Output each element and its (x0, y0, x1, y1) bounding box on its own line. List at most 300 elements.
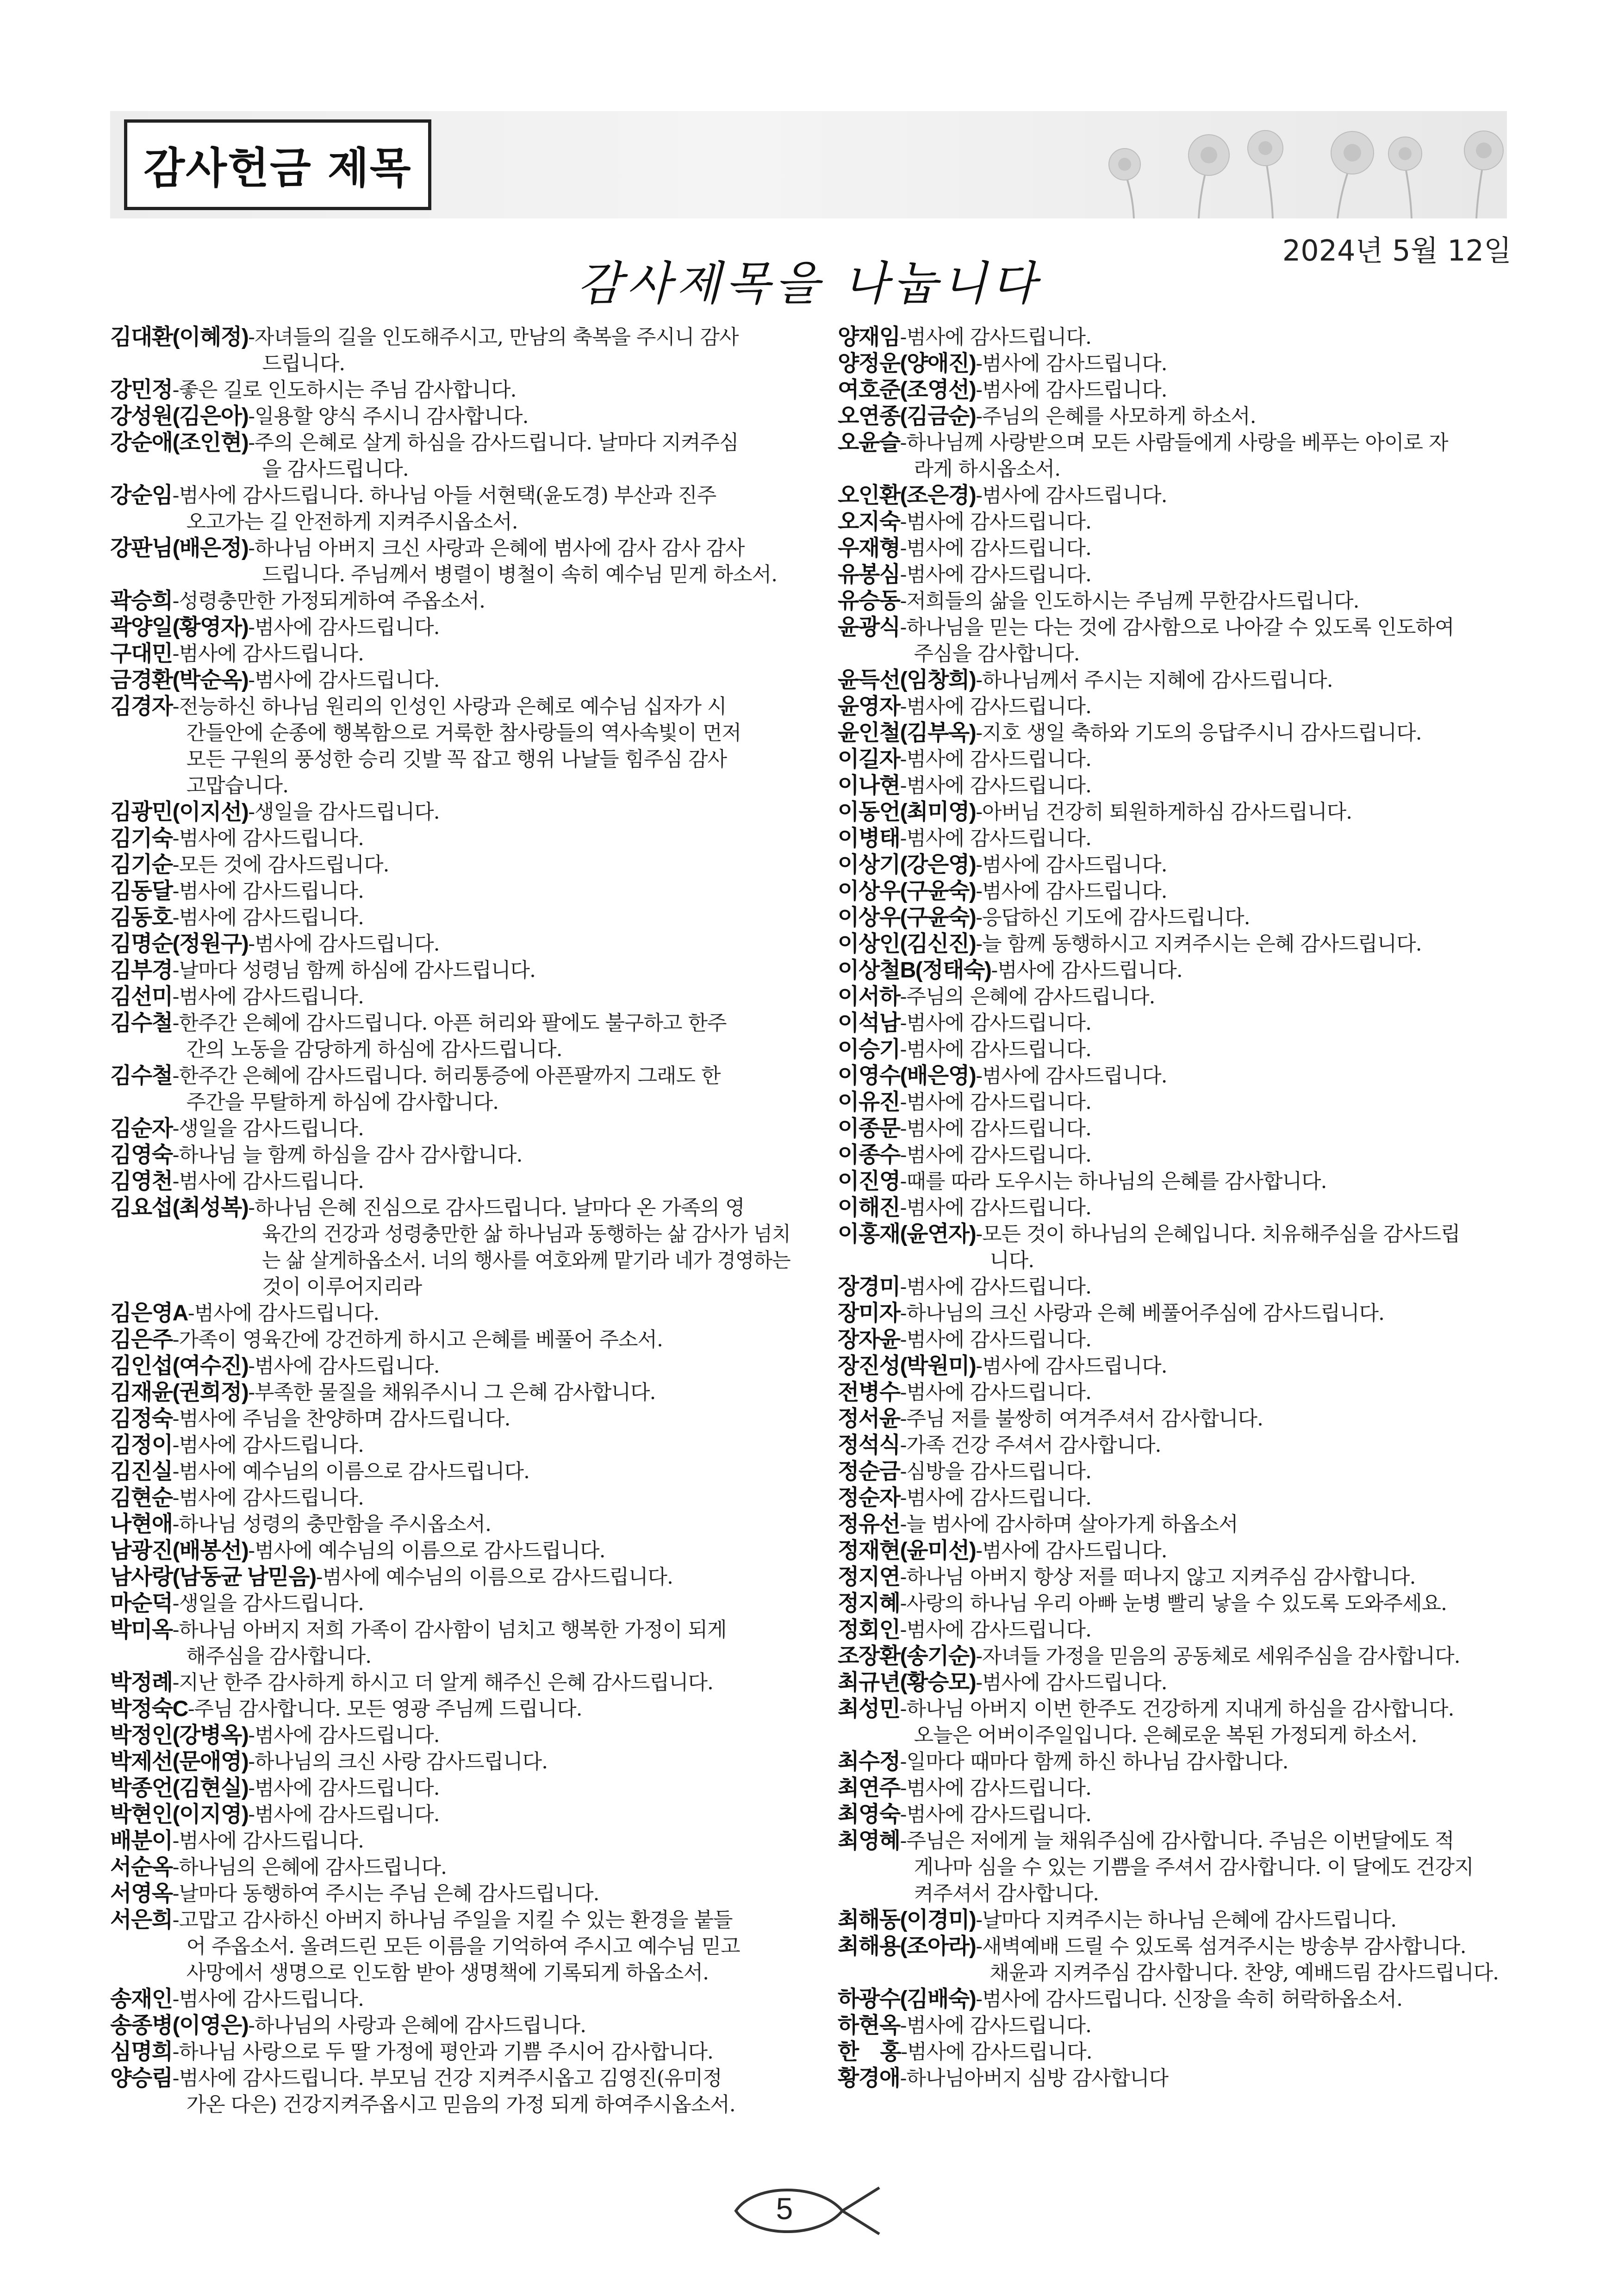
thanks-entry (110, 1801, 790, 1828)
donor-name: 유봉심 (838, 562, 900, 587)
donor-name: 김선미 (110, 984, 173, 1009)
thanks-entry (838, 667, 1513, 693)
thanks-entry (110, 878, 790, 904)
thanks-message: -지호 생일 축하와 기도의 응답주시니 감사드립니다. (976, 721, 1422, 745)
thanks-entry (838, 825, 1513, 852)
thanks-entry (110, 1696, 790, 1722)
donor-name: 정순금 (838, 1459, 900, 1484)
thanks-entry (838, 1221, 1513, 1247)
donor-name: 김대환(이혜정) (110, 325, 249, 349)
thanks-message: -날마다 성령님 함께 하심에 감사드립니다. (172, 958, 535, 982)
thanks-message: 간의 노동을 감당하게 하심에 감사드립니다. (186, 1038, 562, 1061)
thanks-message: 드립니다. (262, 352, 345, 375)
thanks-entry-continuation (838, 1854, 1513, 1880)
thanks-entry (110, 482, 790, 509)
thanks-entry (838, 1590, 1513, 1617)
thanks-entry (838, 588, 1513, 614)
donor-name: 김인섭(여수진) (110, 1354, 249, 1378)
thanks-entry (838, 535, 1513, 561)
thanks-message: -범사에 감사드립니다. (248, 1803, 440, 1826)
thanks-entry (838, 1142, 1513, 1168)
thanks-entry (838, 2065, 1513, 2091)
donor-name: 이상기(강은영) (838, 852, 976, 877)
thanks-entry (838, 1907, 1513, 1933)
thanks-message: -주님은 저에게 늘 채워주심에 감사합니다. 주님은 이번달에도 적 (900, 1829, 1454, 1853)
thanks-entry (838, 1748, 1513, 1775)
donor-name: 김명순(정원구) (110, 932, 249, 956)
thanks-entry (838, 2012, 1513, 2039)
donor-name: 구대민 (110, 641, 173, 666)
thanks-message: -범사에 감사드립니다. (900, 510, 1091, 534)
thanks-message: 게나마 심을 수 있는 기쁨을 주셔서 감사합니다. 이 달에도 건강지 (914, 1855, 1474, 1879)
thanks-message: -지난 한주 감사하게 하시고 더 알게 해주신 은혜 감사드립니다. (172, 1671, 713, 1694)
thanks-message: -하나님의 은혜에 감사드립니다. (172, 1855, 447, 1879)
thanks-message: -범사에 감사드립니다. (900, 563, 1091, 586)
donor-name: 양재임 (838, 325, 900, 349)
donor-name: 김진실 (110, 1459, 173, 1484)
thanks-entry (110, 983, 790, 1010)
thanks-message: -주님의 은혜에 감사드립니다. (900, 985, 1155, 1008)
thanks-message: -늘 함께 동행하시고 지켜주시는 은혜 감사드립니다. (976, 932, 1422, 956)
thanks-entry-continuation (110, 1960, 790, 1986)
thanks-message: -범사에 감사드립니다. (248, 668, 440, 692)
thanks-entry-continuation (838, 1247, 1513, 1274)
thanks-message: -범사에 감사드립니다. (900, 827, 1091, 850)
donor-name: 서영옥 (110, 1881, 173, 1906)
thanks-message: -심방을 감사드립니다. (900, 1460, 1091, 1483)
donor-name: 윤득선(임창희) (838, 668, 976, 692)
thanks-message: -범사에 감사드립니다. (976, 1671, 1167, 1694)
thanks-message: -때를 따라 도우시는 하나님의 은혜를 감사합니다. (900, 1170, 1327, 1193)
thanks-message: -일마다 때마다 함께 하신 하나님 감사합니다. (900, 1750, 1288, 1773)
thanks-entry (838, 1458, 1513, 1485)
thanks-entry (838, 904, 1513, 931)
thanks-entry (838, 852, 1513, 878)
thanks-entry-continuation (838, 1880, 1513, 1907)
thanks-message: -범사에 감사드립니다. (248, 1776, 440, 1800)
thanks-entry (110, 429, 790, 456)
thanks-entry (838, 1511, 1513, 1537)
thanks-entry (110, 324, 790, 350)
thanks-entry (838, 1801, 1513, 1828)
thanks-message: -범사에 감사드립니다. (172, 1170, 364, 1193)
thanks-entry (110, 825, 790, 852)
thanks-entry (110, 1432, 790, 1458)
thanks-entry (838, 1010, 1513, 1036)
thanks-message: 해주심을 감사합니다. (186, 1644, 372, 1668)
donor-name: 김영숙 (110, 1143, 173, 1167)
thanks-entry (110, 1564, 790, 1590)
thanks-entry (838, 1036, 1513, 1063)
thanks-entry (838, 878, 1513, 904)
donor-name: 김기숙 (110, 826, 173, 851)
thanks-entry (110, 403, 790, 429)
thanks-message: -생일을 감사드립니다. (172, 1592, 364, 1615)
thanks-message: -범사에 감사드립니다. (900, 1275, 1091, 1299)
thanks-entry-continuation (838, 641, 1513, 667)
donor-name: 김광민(이지선) (110, 800, 249, 824)
donor-name: 김영천 (110, 1169, 173, 1194)
left-column (110, 324, 790, 2118)
thanks-entry (110, 1458, 790, 1485)
thanks-message: -날마다 지켜주시는 하나님 은혜에 감사드립니다. (976, 1908, 1397, 1932)
thanks-entry (110, 1617, 790, 1643)
thanks-entry (838, 746, 1513, 772)
donor-name: 장미자 (838, 1301, 900, 1325)
thanks-message: -범사에 감사드립니다. (172, 1987, 364, 2011)
donor-name: 장자윤 (838, 1327, 900, 1352)
thanks-entry (110, 1063, 790, 1089)
donor-name: 윤영자 (838, 694, 900, 719)
donor-name: 김기순 (110, 852, 173, 877)
thanks-message: -좋은 길로 인도하시는 주님 감사합니다. (172, 378, 517, 402)
thanks-entry-continuation (110, 1089, 790, 1115)
thanks-entry (838, 983, 1513, 1010)
thanks-message: -범사에 감사드립니다. (976, 378, 1167, 402)
thanks-entry (838, 1326, 1513, 1353)
thanks-entry (838, 1432, 1513, 1458)
thanks-entry-continuation (110, 1036, 790, 1063)
thanks-entry (110, 852, 790, 878)
thanks-entry (838, 1933, 1513, 1960)
thanks-message: -범사에 감사드립니다. (900, 1803, 1091, 1826)
thanks-entry (110, 377, 790, 403)
thanks-message: -하나님께 사랑받으며 모든 사람들에게 사랑을 베푸는 아이로 자 (900, 431, 1448, 454)
thanks-message: -범사에 예수님의 이름으로 감사드립니다. (172, 1460, 529, 1483)
donor-name: 이진영 (838, 1169, 900, 1194)
donor-name: 김은주 (110, 1327, 173, 1352)
donor-name: 이종문 (838, 1116, 900, 1141)
thanks-entry (110, 1115, 790, 1142)
thanks-entry (838, 324, 1513, 350)
thanks-message: -주님의 은혜를 사모하게 하소서. (976, 404, 1256, 428)
thanks-entry (110, 2065, 790, 2091)
thanks-message: -사랑의 하나님 우리 아빠 눈병 빨리 낳을 수 있도록 도와주세요. (900, 1592, 1447, 1615)
thanks-entry (838, 1643, 1513, 1669)
thanks-message: -범사에 감사드립니다. (976, 1539, 1167, 1562)
thanks-message: -모든 것이 하나님의 은혜입니다. 치유해주심을 감사드립 (976, 1222, 1460, 1246)
donor-name: 황경애 (838, 2066, 900, 2091)
donor-name: 이종수 (838, 1143, 900, 1167)
section-subtitle: 감사제목을 나눕니다 (577, 256, 1041, 311)
donor-name: 금경환(박순옥) (110, 668, 249, 692)
thanks-entry-continuation (110, 720, 790, 746)
thanks-message: -범사에 감사드립니다. (900, 1381, 1091, 1404)
thanks-message: -범사에 감사드립니다. (900, 536, 1091, 560)
thanks-entry (110, 799, 790, 825)
thanks-entry (838, 1168, 1513, 1195)
thanks-message: -자녀들 가정을 믿음의 공동체로 세워주심을 감사합니다. (976, 1644, 1460, 1668)
thanks-message: 주심을 감사합니다. (914, 642, 1080, 666)
donor-name: 우재형 (838, 536, 900, 560)
thanks-message: -생일을 감사드립니다. (172, 1117, 364, 1140)
donor-name: 최해동(이경미) (838, 1908, 976, 1932)
donor-name: 정재현(윤미선) (838, 1538, 976, 1563)
thanks-message: -범사에 감사드립니다. (900, 325, 1091, 349)
donor-name: 송종병(이영은) (110, 2013, 249, 2038)
donor-name: 박종언(김현실) (110, 1776, 249, 1800)
thanks-entry (110, 1775, 790, 1801)
thanks-message: -하나님 아버지 크신 사랑과 은혜에 범사에 감사 감사 감사 (248, 536, 745, 560)
donor-name: 이길자 (838, 747, 900, 772)
thanks-message: -주님 저를 불쌍히 여겨주셔서 감사합니다. (900, 1407, 1263, 1431)
thanks-entry (110, 1195, 790, 1221)
thanks-message: -범사에 감사드립니다. (976, 1064, 1167, 1088)
thanks-entry-continuation (110, 561, 790, 588)
thanks-entry (838, 1353, 1513, 1379)
donor-name: 정석식 (838, 1433, 900, 1457)
thanks-entry (110, 1300, 790, 1326)
donor-name: 정서윤 (838, 1406, 900, 1431)
thanks-entry (838, 1300, 1513, 1326)
thanks-entry (110, 1880, 790, 1907)
donor-name: 정순자 (838, 1486, 900, 1510)
thanks-entry (838, 509, 1513, 535)
thanks-message: -범사에 감사드립니다. (900, 1117, 1091, 1140)
donor-name: 최연주 (838, 1776, 900, 1800)
thanks-entry (110, 1142, 790, 1168)
thanks-entry (838, 1775, 1513, 1801)
thanks-entry (838, 1115, 1513, 1142)
donor-name: 최영혜 (838, 1829, 900, 1853)
thanks-message: -범사에 감사드립니다. (900, 1011, 1091, 1035)
thanks-entry (838, 1485, 1513, 1511)
thanks-entry (838, 1379, 1513, 1406)
thanks-entry (110, 2012, 790, 2039)
thanks-entry (838, 403, 1513, 429)
page-title-box (124, 119, 431, 210)
thanks-entry (110, 1511, 790, 1537)
donor-name: 장경미 (838, 1275, 900, 1299)
donor-name: 김정숙 (110, 1406, 173, 1431)
thanks-entry (838, 614, 1513, 641)
thanks-message: -범사에 주님을 찬양하며 감사드립니다. (172, 1407, 510, 1431)
thanks-entry (838, 1828, 1513, 1854)
thanks-entry (110, 1722, 790, 1748)
thanks-message: 켜주셔서 감사합니다. (914, 1882, 1099, 1905)
thanks-entry (838, 482, 1513, 509)
thanks-message: -범사에 감사드립니다. (172, 1486, 364, 1510)
donor-name: 김재윤(권희정) (110, 1380, 249, 1405)
donor-name: 이승기 (838, 1037, 900, 1062)
page-number-badge (727, 2181, 893, 2241)
donor-name: 강순애(조인현) (110, 430, 249, 455)
donor-name: 나현애 (110, 1512, 173, 1537)
thanks-message: -범사에 감사드립니다. (991, 958, 1182, 982)
thanks-entry (838, 799, 1513, 825)
donor-name: 최해용(조아라) (838, 1934, 976, 1959)
donor-name: 장진성(박원미) (838, 1354, 976, 1378)
thanks-message: -범사에 감사드립니다. (900, 695, 1091, 718)
donor-name: 김동호 (110, 905, 173, 930)
donor-name: 최수정 (838, 1749, 900, 1774)
thanks-message: -범사에 감사드립니다. (976, 352, 1167, 375)
thanks-message: -범사에 감사드립니다. 신장을 속히 허락하옵소서. (976, 1987, 1403, 2011)
thanks-message: -범사에 감사드립니다. (248, 616, 440, 639)
thanks-entry-continuation (838, 456, 1513, 482)
thanks-message: -범사에 감사드립니다. (172, 1829, 364, 1853)
thanks-entry (838, 1986, 1513, 2012)
thanks-message: -가족 건강 주셔서 감사합니다. (900, 1433, 1161, 1457)
thanks-message: -일용할 양식 주시니 감사합니다. (248, 404, 529, 428)
thanks-message: -하나님 성령의 충만함을 주시옵소서. (172, 1512, 491, 1536)
thanks-entry (838, 350, 1513, 377)
thanks-message: -하나님의 크신 사랑 감사드립니다. (248, 1750, 548, 1773)
thanks-message: -범사에 감사드립니다. (900, 1776, 1091, 1800)
thanks-entry-continuation (110, 1933, 790, 1960)
thanks-entry (838, 693, 1513, 720)
thanks-message: -늘 범사에 감사하며 살아가게 하옵소서 (900, 1512, 1238, 1536)
thanks-entry (110, 1748, 790, 1775)
thanks-entry (110, 693, 790, 720)
donor-name: 하광수(김배숙) (838, 1987, 976, 2011)
thanks-entry-continuation (110, 1247, 790, 1274)
thanks-message: -하나님 아버지 항상 저를 떠나지 않고 지켜주심 감사합니다. (900, 1565, 1416, 1589)
donor-name: 오윤슬 (838, 430, 900, 455)
thanks-message: -범사에 감사드립니다. 하나님 아들 서현택(윤도경) 부산과 진주 (172, 484, 716, 507)
thanks-entry (110, 1590, 790, 1617)
thanks-entry (838, 772, 1513, 799)
thanks-message: 니다. (989, 1249, 1034, 1272)
thanks-entry (110, 957, 790, 983)
donor-name: 하현옥 (838, 2013, 900, 2038)
donor-name: 서은희 (110, 1908, 173, 1932)
thanks-entry (110, 1168, 790, 1195)
thanks-entry (838, 720, 1513, 746)
donor-name: 김동달 (110, 879, 173, 903)
thanks-entry (110, 667, 790, 693)
thanks-message: 간들안에 순종에 행복함으로 거룩한 참사랑들의 역사속빛이 먼저 (186, 721, 741, 745)
donor-name: 박정례 (110, 1670, 173, 1695)
donor-name: 윤인철(김부옥) (838, 721, 976, 745)
donor-name: 박현인(이지영) (110, 1802, 249, 1827)
donor-name: 김부경 (110, 958, 173, 983)
donor-name: 김경자 (110, 694, 173, 719)
thanks-message: -범사에 감사드립니다. (172, 642, 364, 666)
thanks-entry (110, 614, 790, 641)
thanks-message: -범사에 감사드립니다. (172, 906, 364, 929)
donor-name: 김은영A (110, 1301, 188, 1325)
donor-name: 이상철B(정태숙) (838, 958, 991, 983)
thanks-message: -하나님 아버지 저희 가족이 감사함이 넘치고 행복한 가정이 되게 (172, 1618, 727, 1642)
thanks-message: -범사에 감사드립니다. (976, 853, 1167, 877)
thanks-message: 가온 다은) 건강지켜주옵시고 믿음의 가정 되게 하여주시옵소서. (186, 2093, 735, 2116)
donor-name: 심명희 (110, 2040, 173, 2064)
donor-name: 이상우(구윤숙) (838, 905, 976, 930)
thanks-entry (110, 931, 790, 957)
thanks-message: -범사에 감사드립니다. (900, 1090, 1091, 1114)
donor-name: 이나현 (838, 773, 900, 798)
thanks-entry (110, 1828, 790, 1854)
donor-name: 마순덕 (110, 1591, 173, 1616)
thanks-message: -범사에 감사드립니다. (187, 1301, 380, 1325)
thanks-message: -부족한 물질을 채워주시니 그 은혜 감사합니다. (248, 1381, 656, 1404)
donor-name: 김수철 (110, 1064, 173, 1088)
thanks-message: -범사에 감사드립니다. (976, 879, 1167, 903)
thanks-message: -하나님아버지 심방 감사합니다 (900, 2066, 1168, 2090)
donor-name: 강성원(김은아) (110, 404, 249, 429)
donor-name: 최규년(황승모) (838, 1670, 976, 1695)
thanks-message: -범사에 감사드립니다. (900, 1618, 1091, 1642)
thanks-entry (838, 1617, 1513, 1643)
donor-name: 강민정 (110, 378, 173, 402)
donor-name: 박제선(문애영) (110, 1749, 249, 1774)
thanks-message: -범사에 감사드립니다. (900, 1196, 1091, 1220)
thanks-message: -하나님의 사랑과 은혜에 감사드립니다. (248, 2014, 586, 2037)
donor-name: 유승동 (838, 589, 900, 613)
thanks-message: -범사에 감사드립니다. (976, 484, 1167, 507)
thanks-message: -하나님께서 주시는 지혜에 감사드립니다. (976, 668, 1333, 692)
thanks-message: -범사에 감사드립니다. (900, 1486, 1091, 1510)
thanks-entry-continuation (110, 456, 790, 482)
thanks-message: 오늘은 어버이주일입니다. 은혜로운 복된 가정되게 하소서. (914, 1724, 1417, 1747)
thanks-entry (110, 641, 790, 667)
donor-name: 이홍재(윤연자) (838, 1222, 976, 1246)
donor-name: 이동언(최미영) (838, 800, 976, 824)
thanks-message: -범사에 감사드립니다. (901, 2040, 1092, 2064)
thanks-entry-continuation (110, 1274, 790, 1300)
thanks-message: -하나님 사랑으로 두 딸 가정에 평안과 기쁨 주시어 감사합니다. (172, 2040, 713, 2064)
thanks-entry (110, 535, 790, 561)
thanks-message: -범사에 감사드립니다. (900, 2014, 1091, 2037)
thanks-entry-continuation (110, 772, 790, 799)
thanks-message: -범사에 예수님의 이름으로 감사드립니다. (316, 1565, 673, 1589)
thanks-message: -생일을 감사드립니다. (248, 800, 440, 824)
thanks-entry (838, 377, 1513, 403)
thanks-message: -주의 은혜로 살게 하심을 감사드립니다. 날마다 지켜주심 (248, 431, 739, 454)
thanks-message: 는 삶 살게하옵소서. 너의 행사를 여호와께 맡기라 네가 경영하는 (262, 1249, 790, 1272)
donor-name: 오인환(조은경) (838, 483, 976, 508)
donor-name: 배분이 (110, 1829, 173, 1853)
thanks-message: 사망에서 생명으로 인도함 받아 생명책에 기록되게 하옵소서. (186, 1961, 709, 1985)
donor-name: 전병수 (838, 1380, 900, 1405)
donor-name: 김순자 (110, 1116, 173, 1141)
donor-name: 강판님(배은정) (110, 536, 249, 560)
donor-name: 정유선 (838, 1512, 900, 1537)
thanks-entry-continuation (838, 1960, 1513, 1986)
thanks-message: -범사에 감사드립니다. (976, 1354, 1167, 1378)
thanks-message: -범사에 감사드립니다. (248, 932, 440, 956)
thanks-message: -범사에 감사드립니다. (172, 827, 364, 850)
donor-name: 정지혜 (838, 1591, 900, 1616)
thanks-message: -한주간 은혜에 감사드립니다. 허리통증에 아픈팔까지 그래도 한 (172, 1064, 721, 1088)
thanks-entry (110, 1485, 790, 1511)
thanks-message: -범사에 감사드립니다. (900, 1038, 1091, 1061)
donor-name: 정지연 (838, 1565, 900, 1589)
thanks-message: -전능하신 하나님 원리의 인성인 사랑과 은혜로 예수님 십자가 시 (172, 695, 727, 718)
thanks-message: -응답하신 기도에 감사드립니다. (976, 906, 1250, 929)
thanks-message: -범사에 감사드립니다. (172, 879, 364, 903)
thanks-message: 을 감사드립니다. (262, 457, 409, 481)
thanks-message: -하나님을 믿는 다는 것에 감사함으로 나아갈 수 있도록 인도하여 (900, 616, 1454, 639)
thanks-message: 채윤과 지켜주심 감사합니다. 찬양, 예배드림 감사드립니다. (989, 1961, 1499, 1985)
thanks-message: -주님 감사합니다. 모든 영광 주님께 드립니다. (187, 1697, 582, 1721)
thanks-entry (838, 1063, 1513, 1089)
donor-name: 곽승희 (110, 589, 173, 613)
thanks-message: 드립니다. 주님께서 병렬이 병철이 속히 예수님 믿게 하소서. (262, 563, 778, 586)
thanks-entry (110, 1379, 790, 1406)
thanks-entry-continuation (110, 746, 790, 772)
thanks-message: 것이 이루어지리라 (262, 1275, 422, 1299)
donor-name: 한 홍 (838, 2040, 901, 2064)
thanks-entry (838, 1089, 1513, 1115)
donor-name: 남사랑(남동균 남믿음) (110, 1565, 316, 1589)
thanks-message: -범사에 감사드립니다. (900, 747, 1091, 771)
donor-name: 조장환(송기순) (838, 1644, 976, 1668)
thanks-entry (110, 1854, 790, 1880)
donor-name: 이석남 (838, 1011, 900, 1035)
thanks-message: -저희들의 삶을 인도하시는 주님께 무한감사드립니다. (900, 589, 1359, 613)
